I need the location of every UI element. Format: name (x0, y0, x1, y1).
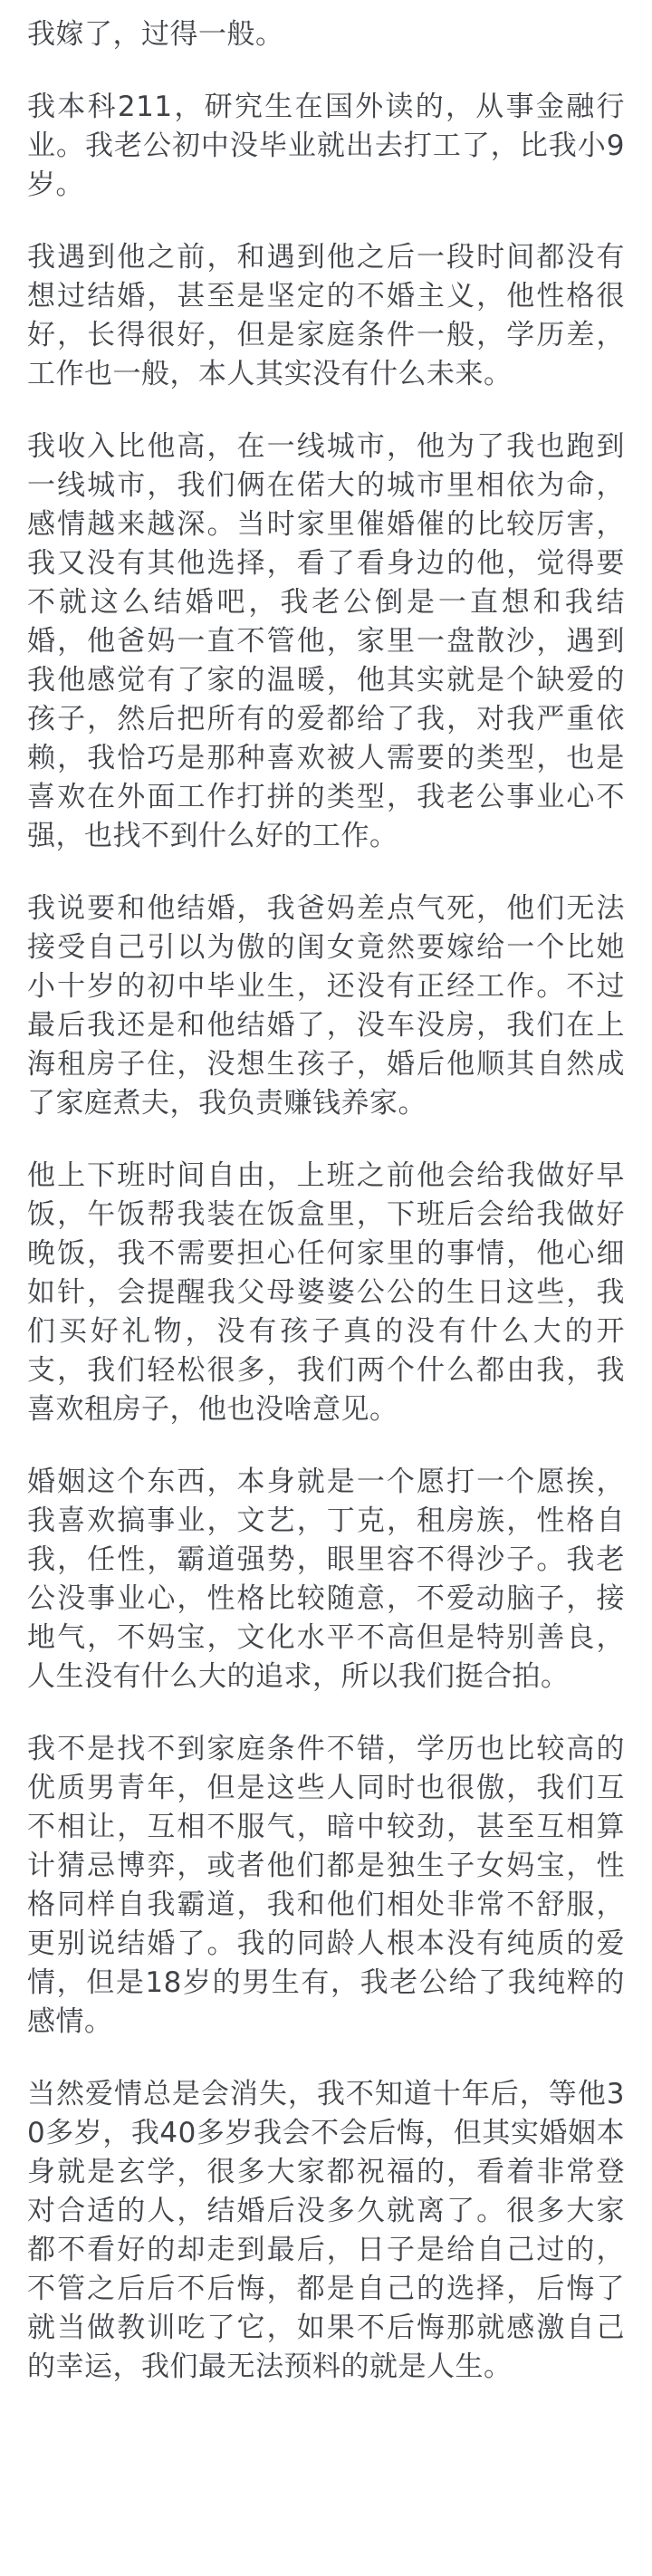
paragraph: 我嫁了，过得一般。 (27, 18, 284, 51)
paragraph: 我本科211，研究生在国外读的，从事金融行业。我老公初中没毕业就出去打工了，比我小9岁。 (27, 91, 625, 201)
paragraph: 我收入比他高，在一线城市，他为了我也跑到一线城市，我们俩在偌大的城市里相依为命，感情越来越深。当时家里催婚催的比较厉害，我又没有其他选择，看了看身边的他，觉得要不就这么结婚吧，我老公倒是一直想和我结婚，他爸妈一直不管他，家里一盘散沙，遇到我他感觉有了家的温暖，他其实就是个缺爱的孩子，然后把所有的爱都给了我，对我严重依赖，我恰巧是那种喜欢被人需要的类型，也是喜欢在外面工作打拼的类型，我老公事业心不强，也找不到什么好的工作。 (27, 430, 625, 852)
paragraph: 我说要和他结婚，我爸妈差点气死，他们无法接受自己引以为傲的闺女竟然要嫁给一个比她小十岁的初中毕业生，还没有正经工作。不过最后我还是和他结婚了，没车没房，我们在上海租房子住，没想生孩子，婚后他顺其自然成了家庭煮夫，我负责赚钱养家。 (27, 892, 625, 1120)
paragraph: 我不是找不到家庭条件不错，学历也比较高的优质男青年，但是这些人同时也很傲，我们互不相让，互相不服气，暗中较劲，甚至互相算计猜忌博弈，或者他们都是独生子女妈宝，性格同样自我霸道，我和他们相处非常不舒服，更别说结婚了。我的同龄人根本没有纯质的爱情，但是18岁的男生有，我老公给了我纯粹的感情。 (27, 1733, 625, 2038)
paragraph: 当然爱情总是会消失，我不知道十年后，等他30多岁，我40多岁我会不会后悔，但其实婚姻本身就是玄学，很多大家都祝福的，看着非常登对合适的人，结婚后没多久就离了。很多大家都不看好的却走到最后，日子是给自己过的，不管之后后不后悔，都是自己的选择，后悔了就当做教训吃了它，如果不后悔那就感激自己的幸运，我们最无法预料的就是人生。 (27, 2078, 625, 2383)
paragraph: 婚姻这个东西，本身就是一个愿打一个愿挨，我喜欢搞事业，文艺，丁克，租房族，性格自我，任性，霸道强势，眼里容不得沙子。我老公没事业心，性格比较随意，不爱动脑子，接地气，不妈宝，文化水平不高但是特别善良，人生没有什么大的追求，所以我们挺合拍。 (27, 1466, 625, 1693)
paragraph: 我遇到他之前，和遇到他之后一段时间都没有想过结婚，甚至是坚定的不婚主义，他性格很好，长得很好，但是家庭条件一般，学历差，工作也一般，本人其实没有什么未来。 (27, 241, 625, 390)
paragraph: 他上下班时间自由，上班之前他会给我做好早饭，午饭帮我装在饭盒里，下班后会给我做好晚饭，我不需要担心任何家里的事情，他心细如针，会提醒我父母婆婆公公的生日这些，我们买好礼物，没有孩子真的没有什么大的开支，我们轻松很多，我们两个什么都由我，我喜欢租房子，他也没啥意见。 (27, 1159, 625, 1426)
